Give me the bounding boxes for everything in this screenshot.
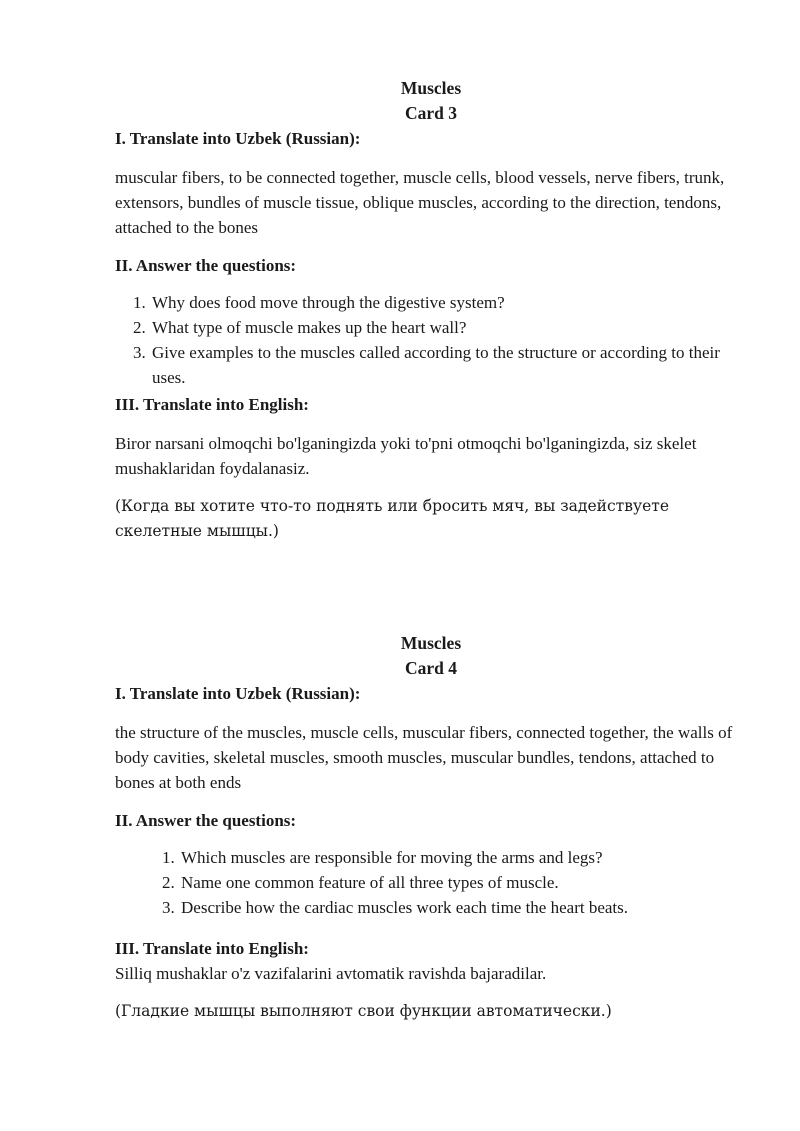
question-number: 1.	[133, 293, 146, 312]
uzbek-sentence: Silliq mushaklar o'z vazifalarini avtomatik ravishda bajaradilar.	[115, 964, 547, 983]
list-item	[115, 290, 745, 315]
card-topic-title: Muscles	[400, 78, 462, 98]
card-number-title: Card 3	[404, 103, 457, 123]
section-1-word-list: the structure of the muscles, muscle cells, muscular fibers, connected together, the walls of body cavities, skeletal muscles, smooth muscles, muscular bundles, tendons, attached to bones at both ends	[115, 723, 733, 792]
question-number: 1.	[162, 848, 175, 867]
question-text: Why does food move through the digestive system?	[152, 293, 505, 312]
uzbek-sentence: Biror narsani olmoqchi bo'lganingizda yoki to'pni otmoqchi bo'lganingizda, siz skelet mushaklaridan foydalanasiz.	[115, 434, 697, 478]
section-3-heading: III. Translate into English:	[115, 939, 309, 958]
question-text: Name one common feature of all three types of muscle.	[181, 873, 559, 892]
question-number: 3.	[133, 343, 146, 362]
question-text: Give examples to the muscles called according to the structure or according to their uses.	[152, 343, 720, 387]
russian-sentence: (Гладкие мышцы выполняют свои функции автоматически.)	[115, 1002, 612, 1020]
question-number: 3.	[162, 898, 175, 917]
question-number: 2.	[162, 873, 175, 892]
questions-list	[115, 845, 745, 920]
question-text: Describe how the cardiac muscles work each time the heart beats.	[181, 898, 629, 917]
list-item	[115, 340, 745, 390]
russian-sentence: (Когда вы хотите что-то поднять или бросить мяч, вы задействуете скелетные мышцы.)	[115, 497, 669, 540]
section-1-heading: I. Translate into Uzbek (Russian):	[115, 129, 361, 148]
question-number: 2.	[133, 318, 146, 337]
list-item	[115, 895, 745, 920]
card-4	[115, 631, 745, 1024]
section-2-heading: II. Answer the questions:	[115, 811, 297, 830]
section-2-heading: II. Answer the questions:	[115, 256, 297, 275]
section-1-word-list: muscular fibers, to be connected together, muscle cells, blood vessels, nerve fibers, trunk, extensors, bundles of muscle tissue, oblique muscles, according to the direction, tendons, attached to the bones	[115, 168, 725, 237]
list-item	[115, 845, 745, 870]
list-item	[115, 870, 745, 895]
list-item	[115, 315, 745, 340]
section-1-heading: I. Translate into Uzbek (Russian):	[115, 684, 361, 703]
questions-list	[115, 290, 745, 390]
question-text: What type of muscle makes up the heart wall?	[152, 318, 467, 337]
card-number-title: Card 4	[404, 658, 457, 678]
card-topic-title: Muscles	[400, 633, 462, 653]
section-3-heading: III. Translate into English:	[115, 395, 309, 414]
card-3	[115, 76, 745, 544]
question-text: Which muscles are responsible for moving the arms and legs?	[181, 848, 603, 867]
